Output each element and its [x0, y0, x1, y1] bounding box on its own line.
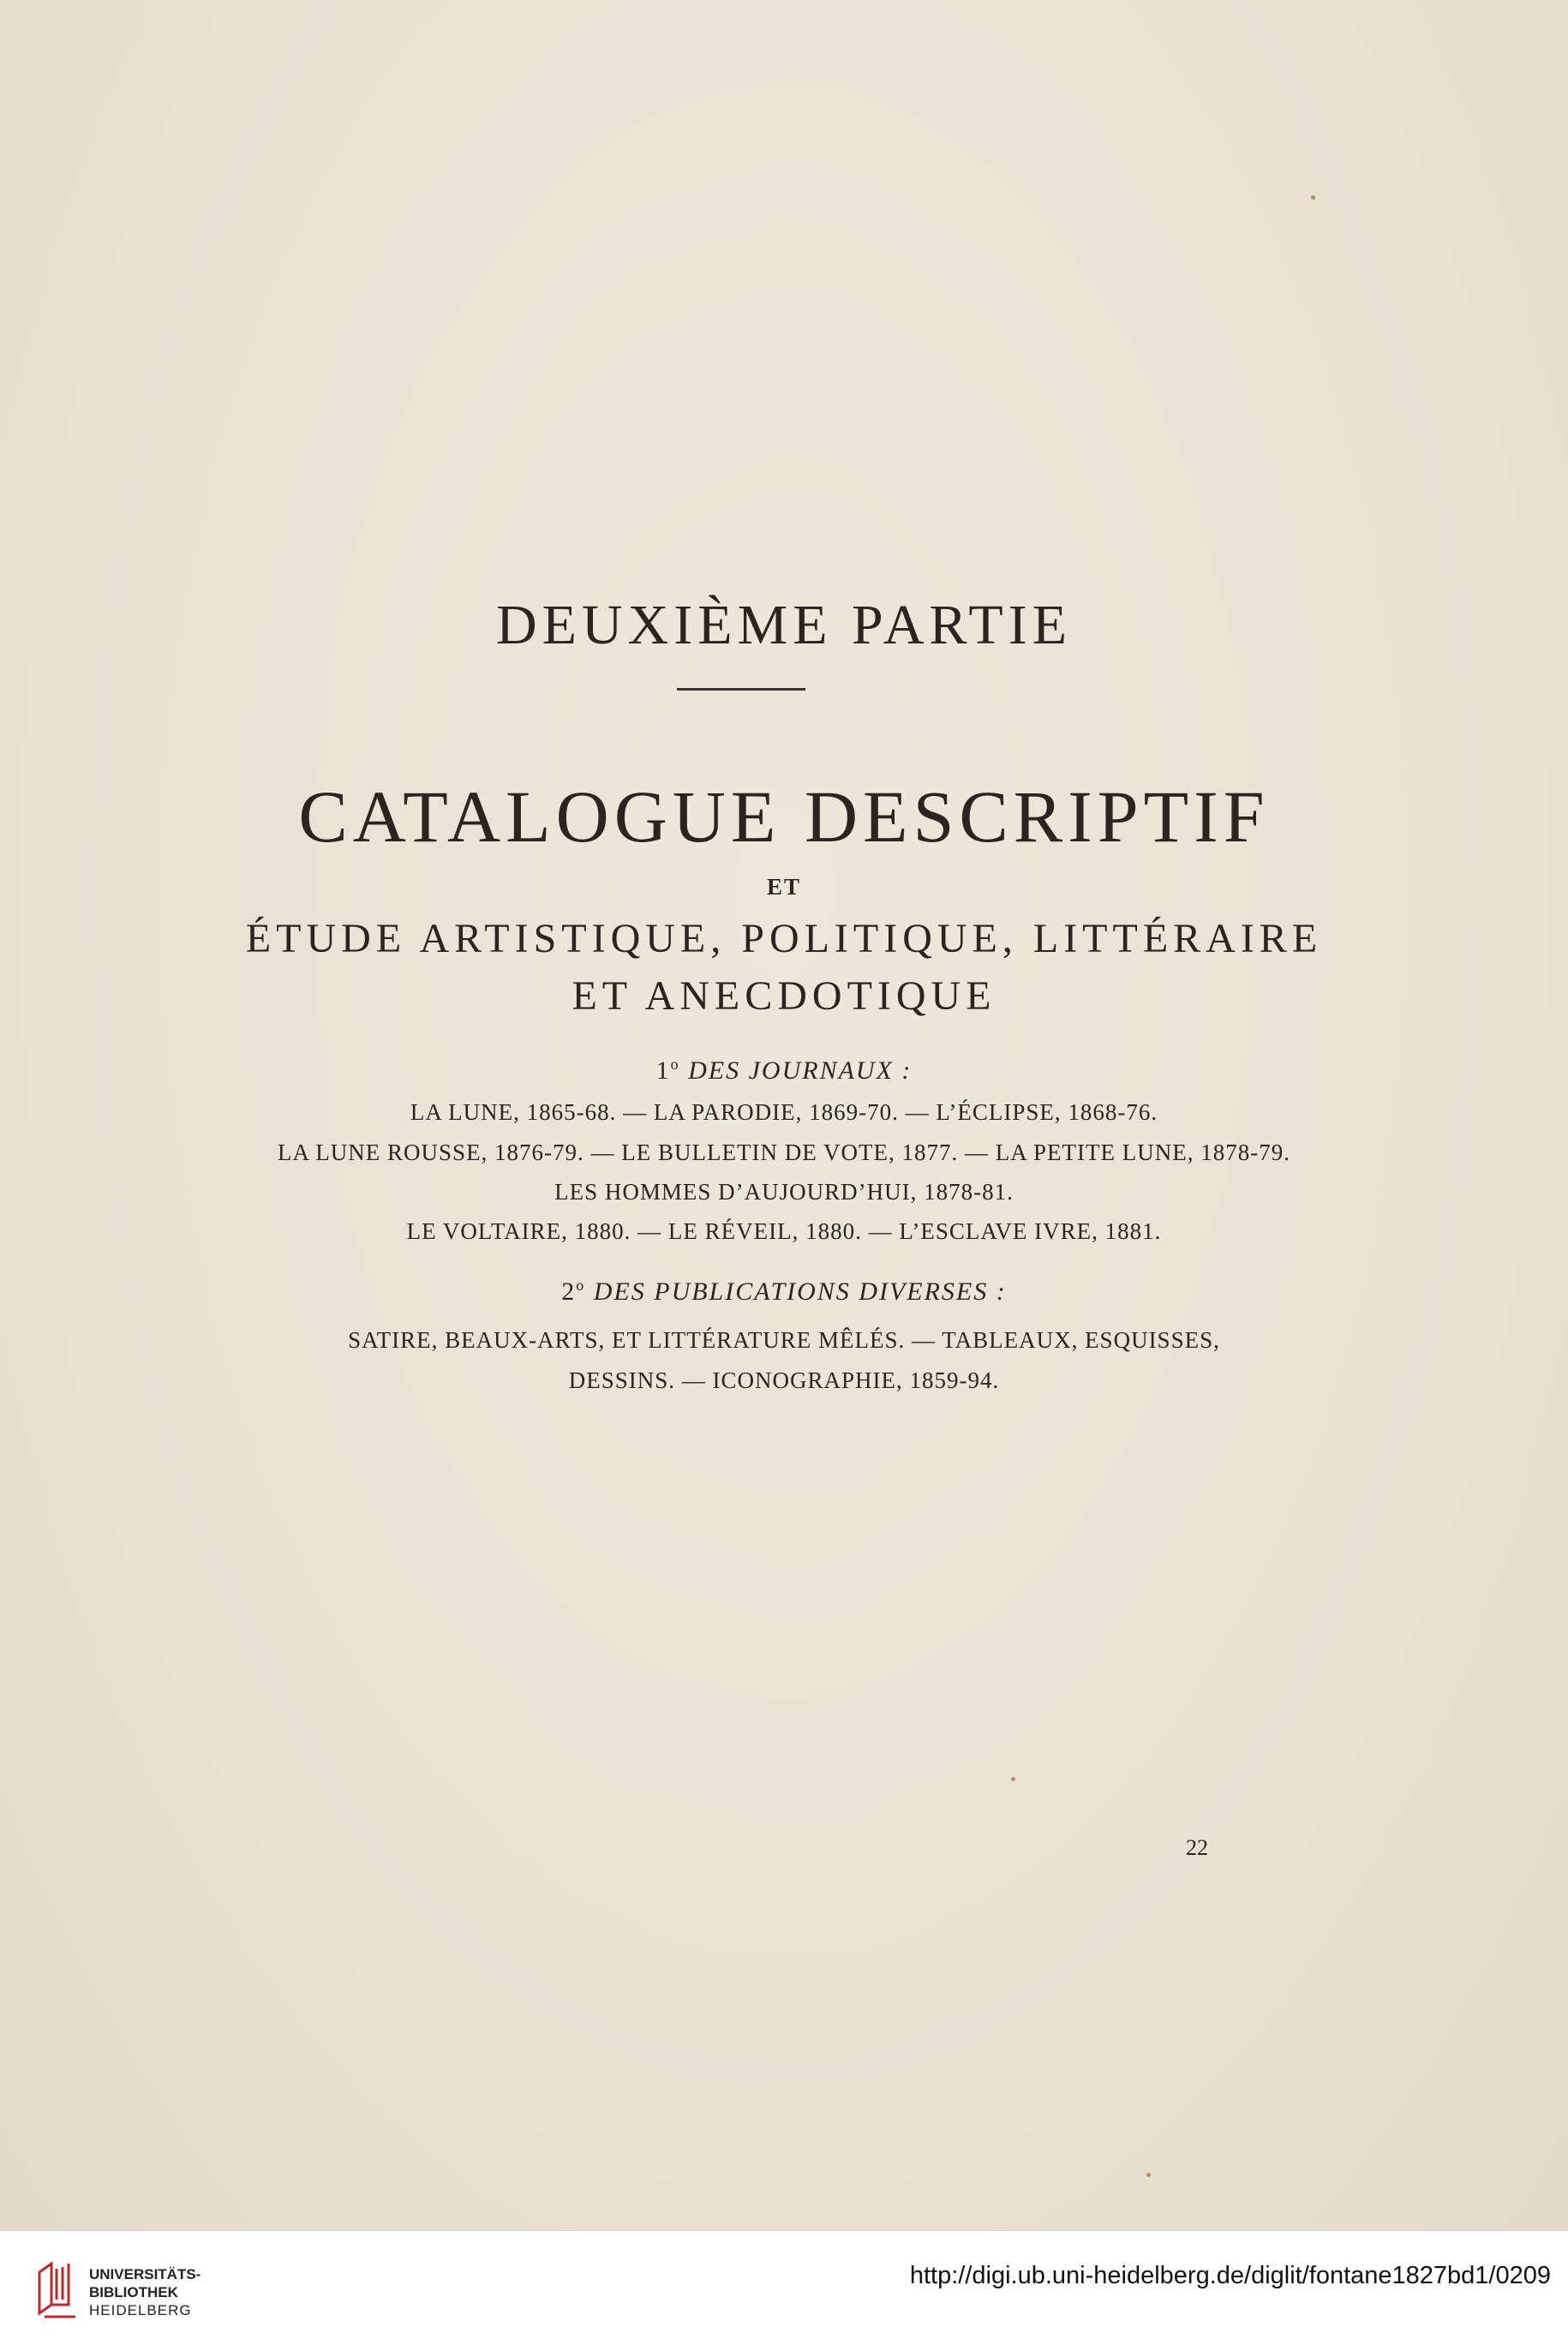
section-1-number: 1	[655, 1056, 671, 1085]
part-title: DEUXIÈME PARTIE	[495, 594, 1073, 656]
section-1-label: DES JOURNAUX :	[679, 1056, 913, 1085]
paper-speck	[1146, 2173, 1151, 2177]
section-1-line-2: LA LUNE ROUSSE, 1876-79. — LE BULLETIN DE VOTE, 1877. — LA PETITE LUNE, 1878-79.	[278, 1140, 1290, 1165]
section-2-heading	[0, 1277, 1568, 1307]
paper-speck	[1011, 1777, 1015, 1781]
section-1-degree: o	[670, 1056, 680, 1073]
main-title: CATALOGUE DESCRIPTIF	[298, 775, 1270, 858]
permalink-url[interactable]: http://digi.ub.uni-heidelberg.de/diglit/fontane1827bd1/0209	[909, 2262, 1551, 2289]
paper-speck	[1311, 195, 1315, 200]
subtitle-line-2: ET ANECDOTIQUE	[572, 973, 996, 1019]
subtitle-line-1: ÉTUDE ARTISTIQUE, POLITIQUE, LITTÉRAIRE	[245, 916, 1323, 961]
title-divider	[677, 688, 805, 691]
section-2-degree: o	[576, 1277, 586, 1294]
section-2-line-2: DESSINS. — ICONOGRAPHIE, 1859-94.	[568, 1367, 1000, 1393]
section-2-label: DES PUBLICATIONS DIVERSES :	[585, 1277, 1007, 1306]
library-name-line-3: HEIDELBERG	[89, 2302, 192, 2318]
section-1-line-3: LES HOMMES D’AUJOURD’HUI, 1878-81.	[554, 1179, 1014, 1205]
section-2-number: 2	[561, 1277, 577, 1306]
library-name-line-2: BIBLIOTHEK	[89, 2284, 178, 2300]
page-number: 22	[1186, 1835, 1208, 1860]
section-1-heading	[0, 1056, 1568, 1086]
conjunction-et: ET	[766, 874, 802, 900]
library-name-line-1: UNIVERSITÄTS-	[89, 2266, 201, 2282]
section-1-line-1: LA LUNE, 1865-68. — LA PARODIE, 1869-70. — L’ÉCLIPSE, 1868-76.	[410, 1099, 1158, 1125]
section-2-line-1: SATIRE, BEAUX-ARTS, ET LITTÉRATURE MÊLÉS. — TABLEAUX, ESQUISSES,	[348, 1327, 1220, 1353]
library-logo-icon[interactable]	[34, 2253, 86, 2322]
library-name[interactable]	[89, 2265, 200, 2319]
section-1-line-4: LE VOLTAIRE, 1880. — LE RÉVEIL, 1880. — L’ESCLAVE IVRE, 1881.	[406, 1218, 1162, 1244]
